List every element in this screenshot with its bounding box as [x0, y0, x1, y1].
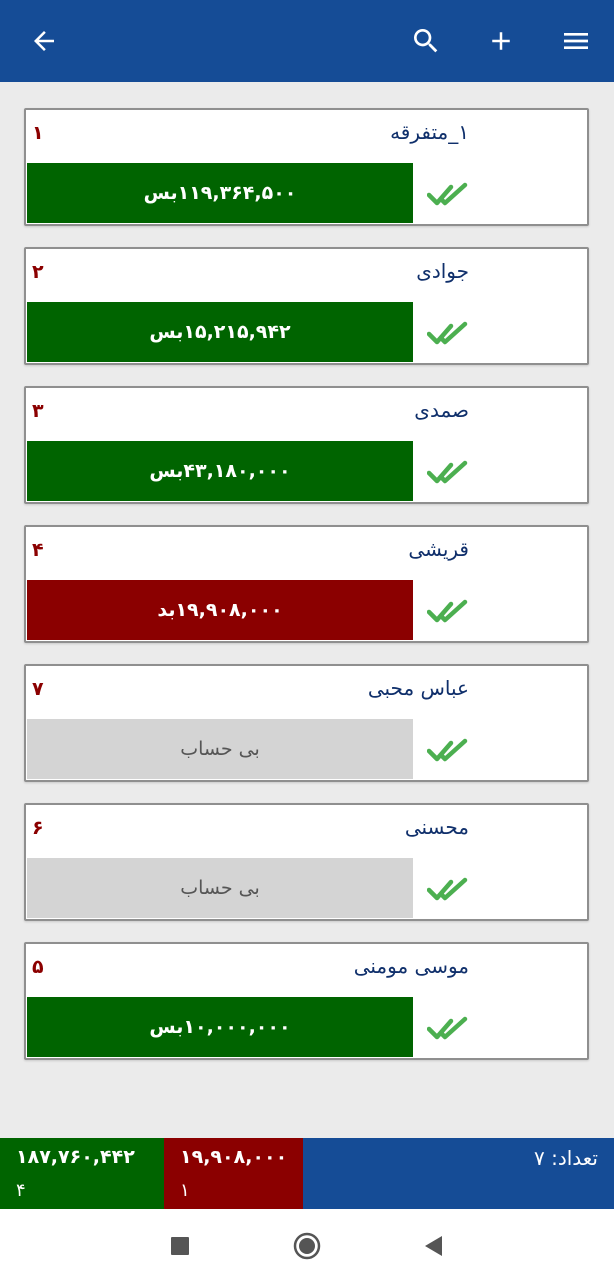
search-icon: [410, 25, 442, 57]
recent-apps-button[interactable]: [165, 1231, 195, 1261]
account-number: ۴: [32, 539, 44, 561]
hamburger-menu-icon: [560, 25, 592, 57]
menu-button[interactable]: [552, 17, 600, 65]
home-button[interactable]: [292, 1231, 322, 1261]
arrow-left-icon: [29, 26, 59, 56]
account-name: عباس محبی: [367, 676, 469, 700]
creditor-count: ۴: [16, 1180, 26, 1201]
double-check-icon: [427, 181, 469, 207]
debtor-summary: [164, 1138, 303, 1209]
account-name: صمدی: [414, 398, 469, 422]
system-nav-bar: [0, 1209, 614, 1280]
search-button[interactable]: [402, 17, 450, 65]
account-list: [24, 108, 589, 1081]
double-check-icon: [427, 320, 469, 346]
count-summary: [303, 1138, 614, 1209]
account-name: موسی مومنی: [353, 954, 469, 978]
account-number: ۳: [32, 400, 44, 422]
summary-bar: [0, 1138, 614, 1209]
plus-icon: [486, 26, 516, 56]
creditor-total: ۱۸۷,۷۶۰,۴۴۲: [16, 1146, 135, 1168]
account-number: ۵: [32, 956, 44, 978]
account-card[interactable]: [24, 664, 589, 782]
double-check-icon: [427, 459, 469, 485]
account-balance: بی حساب: [27, 858, 413, 918]
nav-back-button[interactable]: [418, 1231, 448, 1261]
account-name: جوادی: [416, 259, 469, 283]
account-balance: ۱۱۹,۳۶۴,۵۰۰بس: [27, 163, 413, 223]
back-triangle-icon: [422, 1234, 444, 1258]
total-count: تعداد: ۷: [533, 1146, 598, 1170]
account-card[interactable]: [24, 386, 589, 504]
account-name: قریشی: [408, 537, 469, 561]
account-number: ۷: [32, 678, 44, 700]
double-check-icon: [427, 737, 469, 763]
account-balance: ۴۳,۱۸۰,۰۰۰بس: [27, 441, 413, 501]
creditor-summary: [0, 1138, 164, 1209]
account-card[interactable]: [24, 803, 589, 921]
account-number: ۲: [32, 261, 44, 283]
home-icon: [293, 1232, 321, 1260]
account-name: ۱_متفرقه: [390, 120, 469, 144]
double-check-icon: [427, 1015, 469, 1041]
account-card[interactable]: [24, 942, 589, 1060]
account-balance: ۱۹,۹۰۸,۰۰۰بد: [27, 580, 413, 640]
account-balance: بی حساب: [27, 719, 413, 779]
account-card[interactable]: [24, 108, 589, 226]
back-button[interactable]: [20, 17, 68, 65]
account-card[interactable]: [24, 247, 589, 365]
double-check-icon: [427, 876, 469, 902]
account-balance: ۱۵,۲۱۵,۹۴۲بس: [27, 302, 413, 362]
account-balance: ۱۰,۰۰۰,۰۰۰بس: [27, 997, 413, 1057]
app-bar: [0, 0, 614, 82]
account-number: ۱: [32, 122, 44, 144]
account-name: محسنی: [404, 815, 469, 839]
recent-apps-icon: [170, 1236, 190, 1256]
account-number: ۶: [32, 817, 44, 839]
debtor-total: ۱۹,۹۰۸,۰۰۰: [180, 1146, 288, 1168]
add-button[interactable]: [477, 17, 525, 65]
account-card[interactable]: [24, 525, 589, 643]
debtor-count: ۱: [180, 1180, 190, 1201]
double-check-icon: [427, 598, 469, 624]
